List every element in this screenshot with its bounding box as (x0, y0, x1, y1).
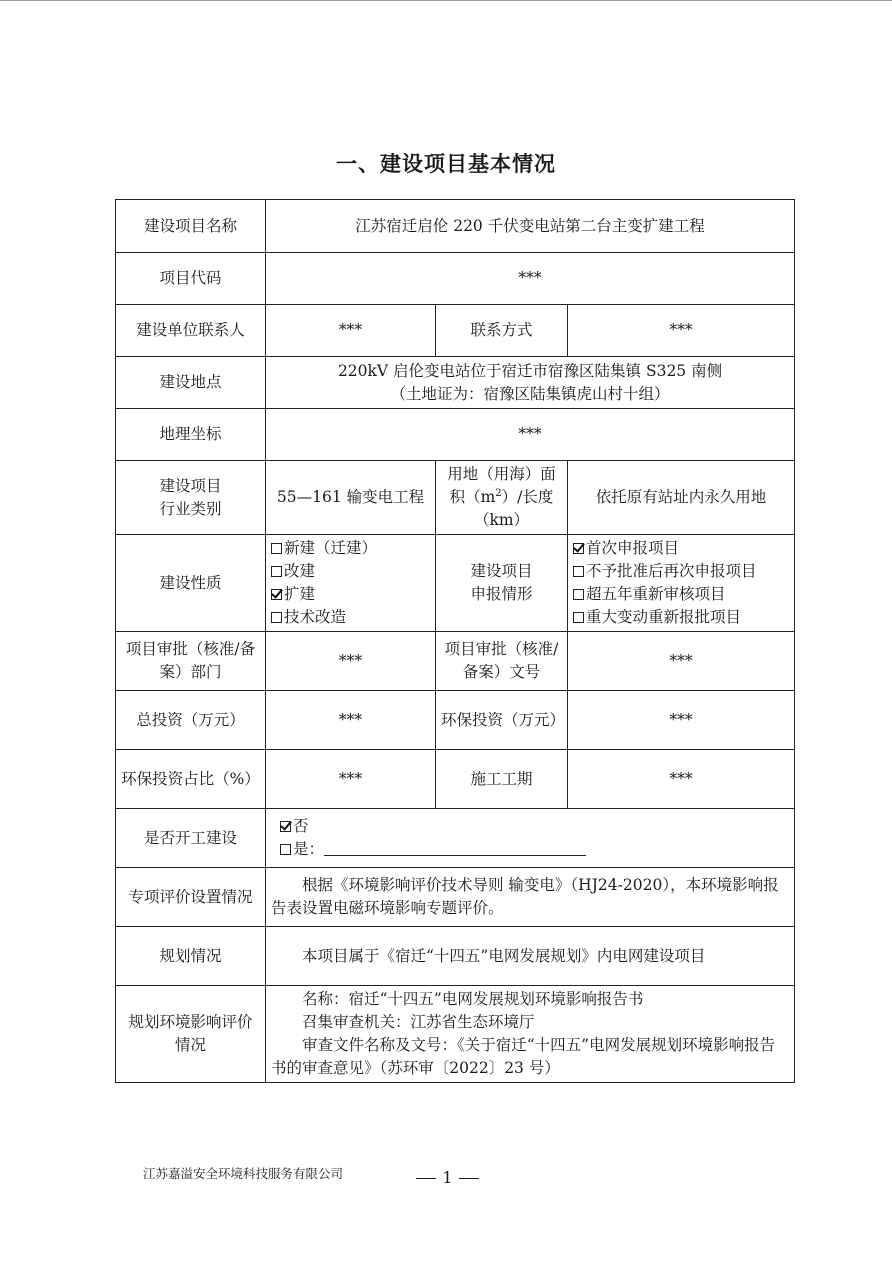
label-project-name: 建设项目名称 (116, 200, 266, 253)
nature-option-expand[interactable]: 扩建 (271, 583, 430, 606)
row-project-name (116, 200, 795, 253)
row-industry (116, 461, 795, 535)
top-border (0, 0, 892, 1)
value-project-name: 江苏宿迁启伦 220 千伏变电站第二台主变扩建工程 (266, 200, 795, 253)
label-contact-person: 建设单位联系人 (116, 305, 266, 357)
footer-page-number (400, 1168, 495, 1187)
yes-blank-line[interactable] (324, 841, 586, 856)
value-coordinates: *** (266, 409, 795, 461)
label-env-investment: 环保投资（万元） (436, 691, 568, 750)
label-construction-period: 施工工期 (436, 750, 568, 809)
value-contact-method: *** (568, 305, 795, 357)
location-line-1: 220kV 启伦变电站位于宿迁市宿豫区陆集镇 S325 南侧 (337, 361, 723, 380)
label-nature: 建设性质 (116, 535, 266, 632)
planning-eia-document: 审查文件名称及文号：《关于宿迁“十四五”电网发展规划环境影响报告书的审查意见》（苏环审〔2022〕23 号） (271, 1036, 776, 1077)
row-approval (116, 632, 795, 691)
started-option-yes[interactable]: 是： (280, 838, 789, 861)
label-application-line-2: 申报情形 (470, 585, 533, 603)
checkbox-icon[interactable] (271, 589, 282, 600)
value-special-eval: 根据《环境影响评价技术导则 输变电》（HJ24-2020），本环境影响报告表设置电磁环境影响专题评价。 (266, 868, 795, 927)
label-industry-line-2: 行业类别 (159, 499, 222, 518)
row-investment (116, 691, 795, 750)
page-title: 一、建设项目基本情况 (336, 152, 556, 176)
nature-options (266, 535, 436, 632)
checkbox-icon[interactable] (271, 566, 282, 577)
value-planning: 本项目属于《宿迁“十四五”电网发展规划》内电网建设项目 (266, 927, 795, 986)
label-land-area-b: ）/长度（km） (473, 488, 554, 529)
value-planning-eia (266, 986, 795, 1083)
checkbox-icon[interactable] (280, 821, 291, 832)
value-env-ratio: *** (266, 750, 436, 809)
checkbox-icon[interactable] (573, 566, 584, 577)
checkbox-icon[interactable] (573, 612, 584, 623)
row-project-code (116, 253, 795, 305)
row-ratio (116, 750, 795, 809)
application-option-major-change[interactable]: 重大变动重新报批项目 (573, 606, 789, 629)
label-industry (116, 461, 266, 535)
row-nature (116, 535, 795, 632)
label-land-area-sup: 2 (495, 487, 502, 499)
footer-company: 江苏嘉溢安全环境科技服务有限公司 (143, 1166, 344, 1181)
label-coordinates: 地理坐标 (116, 409, 266, 461)
label-env-ratio: 环保投资占比（%） (116, 750, 266, 809)
dash-right (459, 1178, 479, 1179)
row-special-eval (116, 868, 795, 927)
value-contact-person: *** (266, 305, 436, 357)
value-construction-period: *** (568, 750, 795, 809)
label-started: 是否开工建设 (116, 809, 266, 868)
planning-eia-name: 名称：宿迁“十四五”电网发展规划环境影响报告书 (302, 990, 644, 1008)
application-option-resubmit[interactable]: 不予批准后再次申报项目 (573, 560, 789, 583)
checkbox-icon[interactable] (280, 844, 291, 855)
value-project-code: *** (266, 253, 795, 305)
row-planning-eia (116, 986, 795, 1083)
label-contact-method: 联系方式 (436, 305, 568, 357)
value-approval-number: *** (568, 632, 795, 691)
label-total-investment: 总投资（万元） (116, 691, 266, 750)
nature-option-new[interactable]: 新建（迁建） (271, 537, 430, 560)
value-approval-dept: *** (266, 632, 436, 691)
row-location (116, 357, 795, 409)
project-info-table (115, 199, 795, 1083)
nature-option-rebuild[interactable]: 改建 (271, 560, 430, 583)
row-coordinates (116, 409, 795, 461)
label-special-eval: 专项评价设置情况 (116, 868, 266, 927)
label-project-code: 项目代码 (116, 253, 266, 305)
row-planning (116, 927, 795, 986)
planning-eia-authority: 召集审查机关：江苏省生态环境厅 (302, 1013, 535, 1031)
dash-left (416, 1178, 436, 1179)
label-application-line-1: 建设项目 (470, 562, 533, 580)
label-industry-line-1: 建设项目 (159, 476, 222, 495)
label-approval-number: 项目审批（核准/备案）文号 (436, 632, 568, 691)
checkbox-icon[interactable] (271, 543, 282, 554)
value-total-investment: *** (266, 691, 436, 750)
value-land-area: 依托原有站址内永久用地 (568, 461, 795, 535)
value-industry: 55—161 输变电工程 (266, 461, 436, 535)
value-env-investment: *** (568, 691, 795, 750)
label-approval-dept: 项目审批（核准/备案）部门 (116, 632, 266, 691)
started-option-no[interactable]: 否 (280, 815, 789, 838)
label-application-type (436, 535, 568, 632)
label-land-area (436, 461, 568, 535)
label-planning-eia: 规划环境影响评价情况 (116, 986, 266, 1083)
label-land-area-a: 用地（用海）面积（m (447, 465, 556, 506)
started-options (266, 809, 795, 868)
row-contact (116, 305, 795, 357)
page-number: 1 (442, 1168, 453, 1187)
checkbox-icon[interactable] (573, 589, 584, 600)
application-options (568, 535, 795, 632)
label-planning: 规划情况 (116, 927, 266, 986)
row-started (116, 809, 795, 868)
location-line-2: （土地证为：宿豫区陆集镇虎山村十组） (390, 384, 670, 403)
value-location (266, 357, 795, 409)
checkbox-icon[interactable] (573, 543, 584, 554)
nature-option-tech[interactable]: 技术改造 (271, 606, 430, 629)
application-option-first[interactable]: 首次申报项目 (573, 537, 789, 560)
label-location: 建设地点 (116, 357, 266, 409)
checkbox-icon[interactable] (271, 612, 282, 623)
application-option-five-year[interactable]: 超五年重新审核项目 (573, 583, 789, 606)
